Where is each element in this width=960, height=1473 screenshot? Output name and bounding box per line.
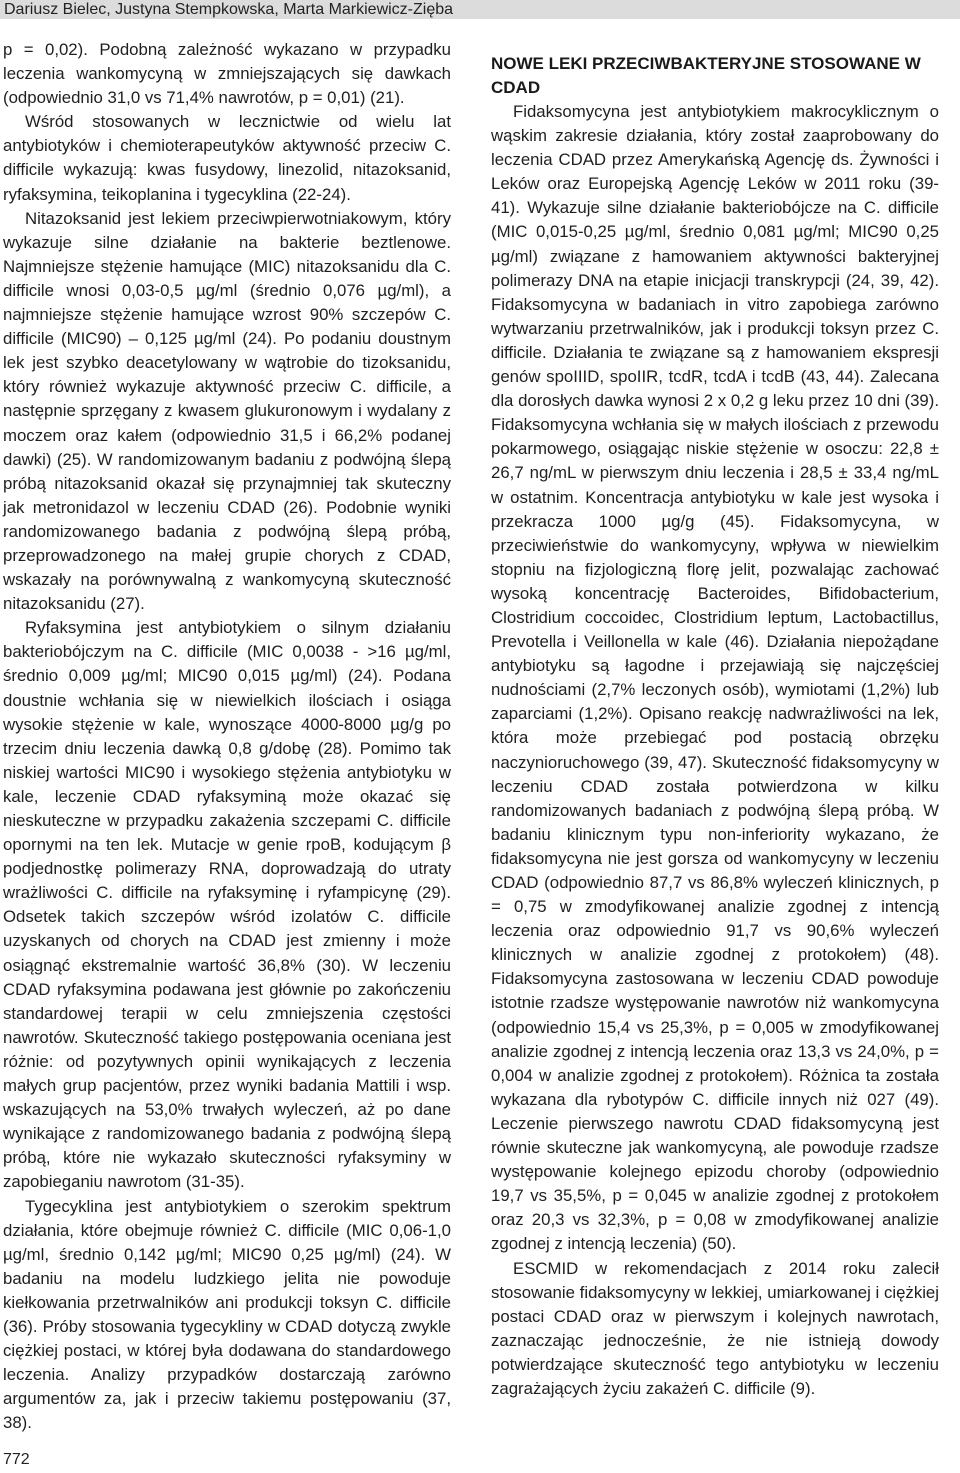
right-paragraph-1: Fidaksomycyna jest antybiotykiem makrocyklicznym o wąskim zakresie działania, który został zaaprobowany do leczenia CDAD przez Amerykańską Agencję ds. Żywności i Leków oraz Europejską Agencję Leków w 2011 roku (39-41). Wykazuje silne działanie bakteriobójcze na C. difficile (MIC 0,015-0,25 µg/ml, średnio 0,081 µg/ml; MIC90 0,25 µg/ml) związane z hamowaniem aktywności bakteryjnej polimerazy DNA na etapie inicjacji transkrypcji (24, 39, 42). Fidaksomycyna w badaniach in vitro zapobiega zarówno wytwarzaniu przetrwalników, jak i produkcji toksyn przez C. difficile. Działania te związane są z hamowaniem ekspresji genów spoIIID, spoIIR, tcdR, tcdA i tcdB (43, 44). Zalecana dla dorosłych dawka wynosi 2 x 0,2 g leku przez 10 dni (39). Fidaksomycyna wchłania się w małych ilościach z przewodu pokarmowego, osiągając niskie stężenie w osoczu: 22,8 ± 26,7 ng/mL w pierwszym dniu leczenia i 28,5 ± 33,4 ng/mL w ostatnim. Koncentracja antybiotyku w kale jest wysoka i przekracza 1000 µg/g (45). Fidaksomycyna, w przeciwieństwie do wankomycyny, wpływa w niewielkim stopniu na fizjologiczną florę jelit, pozwalając zachować wysoką koncentrację Bacteroides, Bifidobacterium, Clostridium coccoidec, Clostridium leptum, Lactobactillus, Prevotella i Veillonella w kale (46). Działania niepożądane antybiotyku są łagodne i przejawiają się najczęściej nudnościami (2,7% leczonych osób), wymiotami (1,2%) lub zaparciami (1,2%). Opisano reakcję nadwrażliwości na lek, która może przebiegać pod postacią obrzęku naczynioruchowego (39, 47). Skuteczność fidaksomycyny w leczeniu CDAD została potwierdzona w kilku randomizowanych badaniach z podwójną ślepą próbą. W badaniu klinicznym typu non-inferiority wykazano, że fidaksomycyna nie jest gorsza od wankomycyny w leczeniu CDAD (odpowiednio 87,7 vs 86,8% wyleczeń klinicznych, p = 0,75 w zmodyfikowanej analizie zgodnej z intencją leczenia oraz odpowiednio 91,7 vs 90,6% wyleczeń klinicznych w analizie zgodnej z protokołem) (48). Fidaksomycyna zastosowana w leczeniu CDAD powoduje istotnie rzadsze występowanie nawrotów niż wankomycyna (odpowiednio 15,4 vs 25,3%, p = 0,005 w zmodyfikowanej analizie zgodnej z intencją leczenia oraz 13,3 vs 24,0%, p = 0,004 w analizie zgodnej z protokołem). Różnica ta została wykazana dla rybotypów C. difficile innych niż 027 (49). Leczenie pierwszego nawrotu CDAD fidaksomycyną jest równie skuteczne jak wankomycyną, ale powoduje rzadsze występowanie kolejnego epizodu choroby (odpowiednio 19,7 vs 35,5%, p = 0,045 w analizie zgodnej z protokołem oraz 20,3 vs 32,3%, p = 0,08 w zmodyfikowanej analizie zgodnej z intencją leczenia) (50). <box>491 102 939 1254</box>
left-paragraph-2: Wśród stosowanych w lecznictwie od wielu lat antybiotyków i chemioterapeutyków aktywność przeciw C. difficile wykazują: kwas fusydowy, linezolid, nitazoksanid, ryfaksymina, teikoplanina i tygecyklina (22-24). <box>3 112 451 204</box>
running-header <box>0 0 960 19</box>
page-number: 772 <box>3 1451 30 1468</box>
left-paragraph-4: Ryfaksymina jest antybiotykiem o silnym działaniu bakteriobójczym na C. difficile (MIC 0,0038 - >16 µg/ml, średnio 0,009 µg/ml; MIC90 0,015 µg/ml) (24). Podana doustnie wchłania się w niewielkich ilościach i osiąga wysokie stężenie w kale, wynoszące 4000-8000 µg/g po trzecim dniu leczenia dawką 0,8 g/dobę (28). Pomimo tak niskiej wartości MIC90 i wysokiego stężenia antybiotyku w kale, leczenie CDAD ryfaksyminą może okazać się nieskuteczne w przypadku zakażenia szczepami C. difficile opornymi na ten lek. Mutacje w genie rpoB, kodującym β podjednostkę polimerazy RNA, doprowadzają do utraty wrażliwości C. difficile na ryfaksyminę i ryfampicynę (29). Odsetek takich szczepów wśród izolatów C. difficile uzyskanych od chorych na CDAD jest zmienny i może osiągnąć ekstremalnie wartość 36,8% (30). W leczeniu CDAD ryfaksymina podawana jest głównie po zakończeniu standardowej terapii w celu zmniejszenia częstości nawrotów. Skuteczność takiego postępowania oceniana jest różnie: od pozytywnych opinii wynikających z leczenia małych grup pacjentów, przez wyniki badania Mattili i wsp. wskazujących na 53,0% trwałych wyleczeń, aż po dane wynikające z randomizowanego badania z podwójną ślepą próbą, które nie wykazało skuteczności ryfaksyminy w zapobieganiu nawrotom (31-35). <box>3 618 451 1192</box>
right-column <box>491 52 939 1401</box>
header-authors: Dariusz Bielec, Justyna Stempkowska, Marta Markiewicz-Zięba <box>4 1 454 18</box>
left-paragraph-1: p = 0,02). Podobną zależność wykazano w przypadku leczenia wankomycyną w zmniejszających się dawkach (odpowiednio 31,0 vs 71,4% nawrotów, p = 0,01) (21). <box>3 40 451 108</box>
left-paragraph-3: Nitazoksanid jest lekiem przeciwpierwotniakowym, który wykazuje silne działanie na bakterie beztlenowe. Najmniejsze stężenie hamujące (MIC) nitazoksanidu dla C. difficile wnosi 0,03-0,5 µg/ml (średnio 0,076 µg/ml), a najmniejsze stężenie hamujące wzrost 90% szczepów C. difficile (MIC90) – 0,125 µg/ml (24). Po podaniu doustnym lek jest szybko deacetylowany w wątrobie do tizoksanidu, który również wykazuje aktywność przeciw C. difficile, a następnie sprzęgany z kwasem glukuronowym i wydalany z moczem oraz kałem (odpowiednio 31,5 i 66,2% podanej dawki) (25). W randomizowanym badaniu z podwójną ślepą próbą nitazoksanid okazał się przynajmniej tak skuteczny jak metronidazol w leczeniu CDAD (26). Podobnie wyniki randomizowanego badania z podwójną ślepą próbą, przeprowadzonego na małej grupie chorych z CDAD, wskazały na porównywalną z wankomycyną skuteczność nitazoksanidu (27). <box>3 208 451 614</box>
section-heading: NOWE LEKI PRZECIWBAKTERYJNE STOSOWANE W CDAD <box>491 54 921 97</box>
right-paragraph-2: ESCMID w rekomendacjach z 2014 roku zalecił stosowanie fidaksomycyny w lekkiej, umiarkowanej i ciężkiej postaci CDAD oraz w pierwszym i kolejnych nawrotach, zaznaczając jednocześnie, że nie istnieją dowody potwierdzające skuteczność tego antybiotyku w leczeniu zagrażających życiu zakażeń C. difficile (9). <box>491 1258 939 1398</box>
left-column <box>3 38 451 1435</box>
left-paragraph-5: Tygecyklina jest antybiotykiem o szerokim spektrum działania, które obejmuje również C. difficile (MIC 0,06-1,0 µg/ml, średnio 0,142 µg/ml; MIC90 0,25 µg/ml) (24). W badaniu na modelu ludzkiego jelita nie powoduje kiełkowania przetrwalników ani produkcji toksyn C. difficile (36). Próby stosowania tygecykliny w CDAD dotyczą zwykle ciężkiej postaci, w której była dodawana do standardowego leczenia. Analizy przypadków dostarczają zarówno argumentów za, jak i przeciw takiemu postępowaniu (37, 38). <box>3 1196 451 1433</box>
